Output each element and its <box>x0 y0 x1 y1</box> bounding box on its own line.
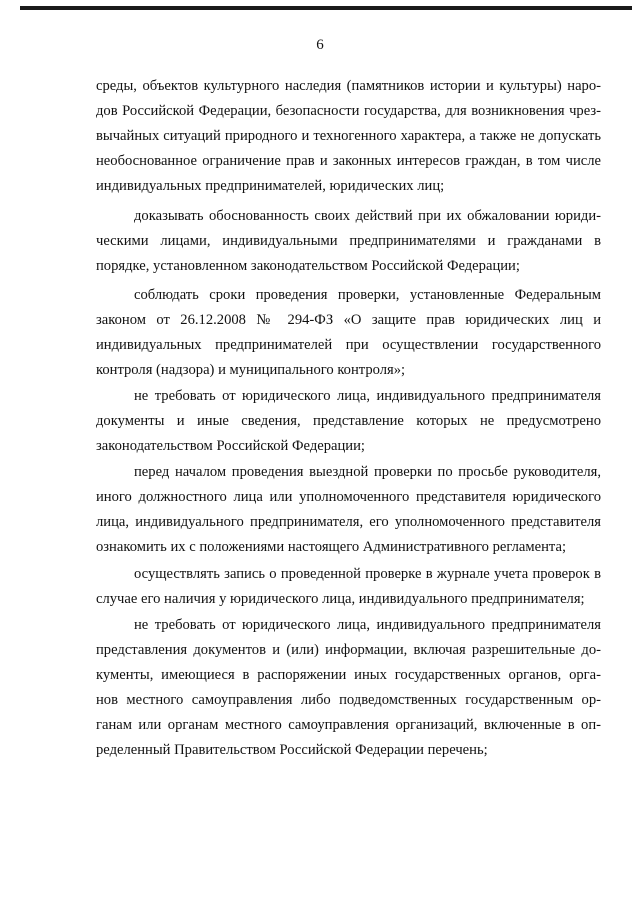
text-line: случае его наличия у юридического лица, индивидуального предпринимателя; <box>96 591 585 607</box>
text-line: лица, индивидуального предпринимателя, его уполномоченного представителя <box>96 514 601 530</box>
text-line: контроля (надзора) и муниципального контроля»; <box>96 362 406 378</box>
text-line: не требовать от юридического лица, индивидуального предпринимателя <box>134 617 601 633</box>
paragraph-6 <box>96 562 601 612</box>
text-line: нов местного самоуправления либо подведомственных государственным ор- <box>96 692 601 708</box>
text-line: порядке, установленном законодательством Российской Федерации; <box>96 258 520 274</box>
text-line: не требовать от юридического лица, индивидуального предпринимателя <box>134 388 601 404</box>
top-border-rule <box>20 6 632 10</box>
text-line: документы и иные сведения, представление которых не предусмотрено <box>96 413 601 429</box>
paragraph-2 <box>96 204 601 279</box>
paragraph-1 <box>96 74 601 199</box>
text-line: среды, объектов культурного наследия (памятников истории и культуры) наро- <box>96 78 601 94</box>
page-number: 6 <box>316 37 324 53</box>
text-line: дов Российской Федерации, безопасности государства, для возникновения чрез- <box>96 103 601 119</box>
text-line: перед началом проведения выездной проверки по просьбе руководителя, <box>134 464 601 480</box>
text-line: доказывать обоснованность своих действий при их обжаловании юриди- <box>134 208 601 224</box>
text-line: законодательством Российской Федерации; <box>96 438 365 454</box>
paragraph-7 <box>96 613 601 763</box>
paragraph-4 <box>96 384 601 459</box>
text-line: ределенный Правительством Российской Федерации перечень; <box>96 742 488 758</box>
text-line: ческими лицами, индивидуальными предпринимателями и гражданами в <box>96 233 601 249</box>
paragraph-3 <box>96 283 601 383</box>
text-line: осуществлять запись о проведенной проверке в журнале учета проверок в <box>134 566 601 582</box>
text-line: кументы, имеющиеся в распоряжении иных государственных органов, орга- <box>96 667 601 683</box>
text-line: иного должностного лица или уполномоченного представителя юридического <box>96 489 601 505</box>
text-line: соблюдать сроки проведения проверки, установленные Федеральным <box>134 287 601 303</box>
text-line: вычайных ситуаций природного и техногенного характера, а также не допускать <box>96 128 601 144</box>
text-line: представления документов и (или) информации, включая разрешительные до- <box>96 642 601 658</box>
text-line: необоснованное ограничение прав и законных интересов граждан, в том числе <box>96 153 601 169</box>
text-line: законом от 26.12.2008 № 294-ФЗ «О защите прав юридических лиц и <box>96 312 601 328</box>
text-line: индивидуальных предпринимателей при осуществлении государственного <box>96 337 601 353</box>
text-line: индивидуальных предпринимателей, юридических лиц; <box>96 178 445 194</box>
text-line: ознакомить их с положениями настоящего Административного регламента; <box>96 539 567 555</box>
text-line: ганам или органам местного самоуправления организаций, включенные в оп- <box>96 717 601 733</box>
paragraph-5 <box>96 460 601 560</box>
